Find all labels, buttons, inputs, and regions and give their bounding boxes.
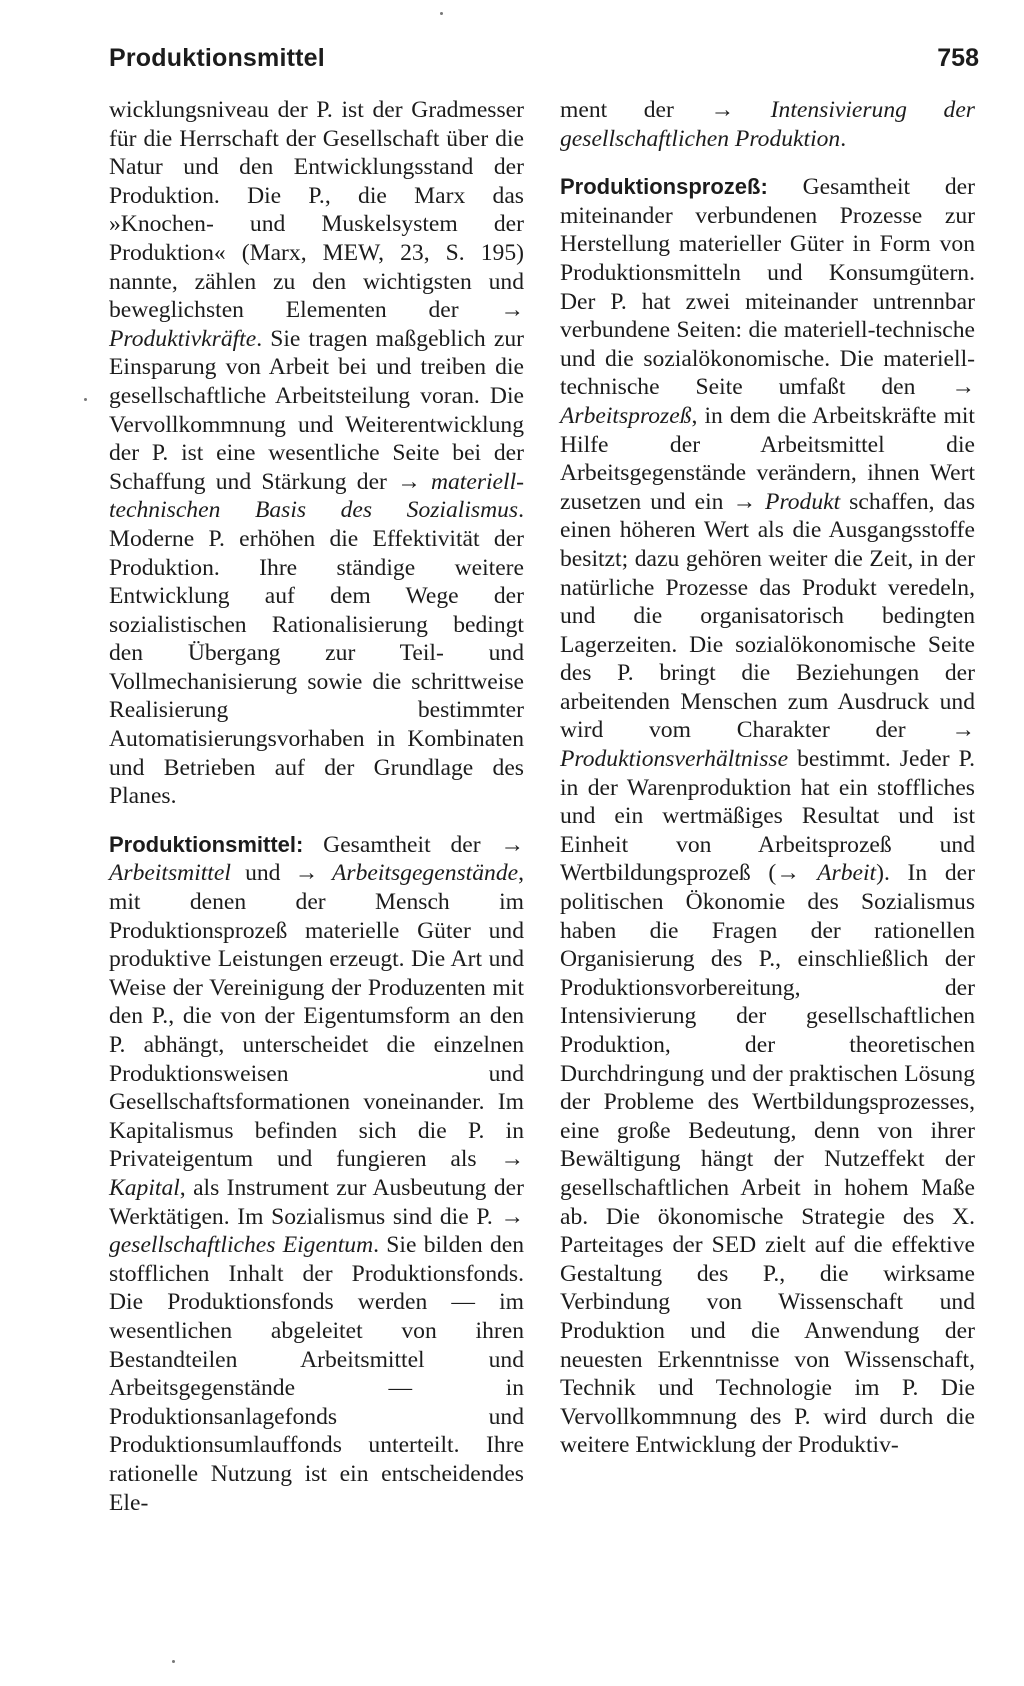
cross-reference-arrow-icon: → xyxy=(500,831,524,858)
entry-produktionsprozess xyxy=(560,173,975,1460)
entry-continuation-paragraph xyxy=(560,96,975,153)
cross-reference-arrow-icon: → xyxy=(710,97,735,123)
cross-reference-produkt[interactable]: Produkt xyxy=(756,488,841,515)
cross-reference-arbeitsmittel[interactable]: Arbeitsmittel xyxy=(109,860,231,887)
body-text: . Sie tragen maßgeblich zur Einsparung von Arbeit bei und treiben die gesellschaftliche Arbeitsteilung voran. Die Vervollkommnung und Weiterentwicklung der P. ist eine wesentliche Seite bei der Schaffung und Stärkung der xyxy=(109,325,524,495)
cross-reference-arrow-icon: → xyxy=(500,1146,524,1173)
print-speck xyxy=(84,398,87,401)
body-text: bestimmt. Jeder P. in der Warenproduktion hat ein stoffliches und ein wertmäßiges Resultat und ist Einheit von Arbeitsprozeß und Wertbildungsprozeß ( xyxy=(560,746,975,887)
entry-continuation-paragraph xyxy=(109,96,524,811)
body-text: und xyxy=(230,860,295,887)
print-speck xyxy=(172,1660,175,1663)
body-text: , in dem die Arbeitskräfte mit Hilfe der Arbeitsmittel die Arbeitsgegenstände verändern, ihnen Wert zusetzen und ein xyxy=(560,402,975,515)
left-column xyxy=(109,96,524,1517)
page-number: 758 xyxy=(937,44,979,72)
cross-reference-arrow-icon: → xyxy=(951,374,975,401)
cross-reference-gesellschaftliches-eigentum[interactable]: gesellschaftliches Eigentum xyxy=(109,1232,374,1259)
cross-reference-arbeitsgegenstaende[interactable]: Arbeitsgegenstände xyxy=(318,860,519,887)
body-text: Gesamtheit der xyxy=(303,831,501,858)
body-text: Gesamtheit der miteinander verbundenen Prozesse zur Herstellung materieller Güter in Form von Produktionsmitteln und Konsumgütern. Der P. hat zwei miteinander untrennbar verbundene Seiten: die materiell-technische und die sozialökonomische. Die materiell-technische Seite umfaßt den xyxy=(560,174,975,401)
body-text: , mit denen der Mensch im Produktionsprozeß materielle Güter und produktive Leistungen erzeugt. Die Art und Weise der Vereinigung der Produzenten mit den P., die von der Eigentumsform an den P. abhängt, unterscheidet die einzelnen Produktionsweisen und Gesellschaftsformationen voneinander. Im Kapitalismus befinden sich die P. in Privateigentum und fungieren als xyxy=(109,860,525,1173)
cross-reference-produktivkraefte[interactable]: Produktivkräfte xyxy=(109,325,257,352)
page-header xyxy=(109,44,979,80)
cross-reference-produktionsverhaeltnisse[interactable]: Produktionsverhältnisse xyxy=(560,746,789,773)
body-text: , als Instrument zur Ausbeutung der Werktätigen. Im Sozialismus sind die P. xyxy=(109,1174,524,1230)
right-column xyxy=(560,96,975,1460)
body-text: . xyxy=(840,125,847,152)
body-text: . Sie bilden den stofflichen Inhalt der Produktionsfonds. Die Produktionsfonds werden — im wesentlichen abgeleitet von ihren Bestandteilen Arbeitsmittel und Arbeitsgegenstände — in Produktionsanlagefonds und Produktionsumlauffonds unterteilt. Ihre rationelle Nutzung ist ein entscheidendes Ele- xyxy=(109,1232,525,1516)
cross-reference-arbeitsprozess[interactable]: Arbeitsprozeß xyxy=(560,402,692,429)
body-text: schaffen, das einen höheren Wert als die Ausgangsstoffe besitzt; dazu gehören weiter die Zeit, in der natürliche Prozesse das Produkt veredeln, und die organisatorisch bedingten Lagerzeiten. Die sozialökonomische Seite des P. bringt die Beziehungen der arbeitenden Menschen zum Ausdruck und wird vom Charakter der xyxy=(560,488,975,744)
cross-reference-arrow-icon: → xyxy=(397,468,421,495)
headword: Produktionsprozeß: xyxy=(560,174,768,200)
print-speck xyxy=(440,12,443,15)
body-text: wicklungsniveau der P. ist der Gradmesser für die Herrschaft der Gesellschaft über die Natur und den Entwicklungsstand der Produktion. Die P., die Marx das »Knochen- und Muskelsystem der Produktion« (Marx, MEW, 23, S. 195) nannte, zählen zu den wichtigsten und beweglichsten Elementen der xyxy=(109,97,524,324)
body-text: ment der xyxy=(560,97,711,123)
running-head: Produktionsmittel xyxy=(109,44,325,72)
headword: Produktionsmittel: xyxy=(109,831,304,857)
cross-reference-arrow-icon: → xyxy=(776,860,800,887)
cross-reference-arrow-icon: → xyxy=(294,860,319,887)
cross-reference-intensivierung[interactable]: Intensivierung der gesellschaftlichen Produktion xyxy=(560,97,975,152)
cross-reference-arrow-icon: → xyxy=(951,717,975,744)
cross-reference-kapital[interactable]: Kapital xyxy=(109,1174,180,1201)
body-text: . Moderne P. erhöhen die Effektivität der Produktion. Ihre ständige weitere Entwicklung auf dem Wege der sozialistischen Rationalisierung bedingt den Übergang zur Teil- und Vollmechanisierung sowie die schrittweise Realisierung bestimmter Automatisierungsvorhaben in Kombinaten und Betrieben auf der Grundlage des Planes. xyxy=(109,497,524,810)
cross-reference-materiell-technische-basis[interactable]: materiell-technischen Basis des Sozialismus xyxy=(109,468,524,524)
cross-reference-arbeit[interactable]: Arbeit xyxy=(799,860,877,887)
entry-produktionsmittel xyxy=(109,831,524,1517)
cross-reference-arrow-icon: → xyxy=(732,488,757,515)
cross-reference-arrow-icon: → xyxy=(500,297,524,324)
body-text: ). In der politischen Ökonomie des Sozialismus haben die Fragen der rationellen Organisierung des P., einschließlich der Produktionsvorbereitung, der Intensivierung der gesellschaftlichen Produktion, der theoretischen Durchdringung und der praktischen Lösung der Probleme des Wertbildungsprozesses, eine große Bedeutung, denn von ihrer Bewältigung hängt der Nutzeffekt der gesellschaftlichen Arbeit in hohem Maße ab. Die ökonomische Strategie des X. Parteitages der SED zielt auf die effektive Gestaltung des P., die wirksame Verbindung von Wissenschaft und Produktion und die Anwendung der neuesten Erkenntnisse von Wissenschaft, Technik und Technologie im P. Die Vervollkommnung des P. wird durch die weitere Entwicklung der Produktiv- xyxy=(560,860,975,1459)
cross-reference-arrow-icon: → xyxy=(500,1203,524,1230)
